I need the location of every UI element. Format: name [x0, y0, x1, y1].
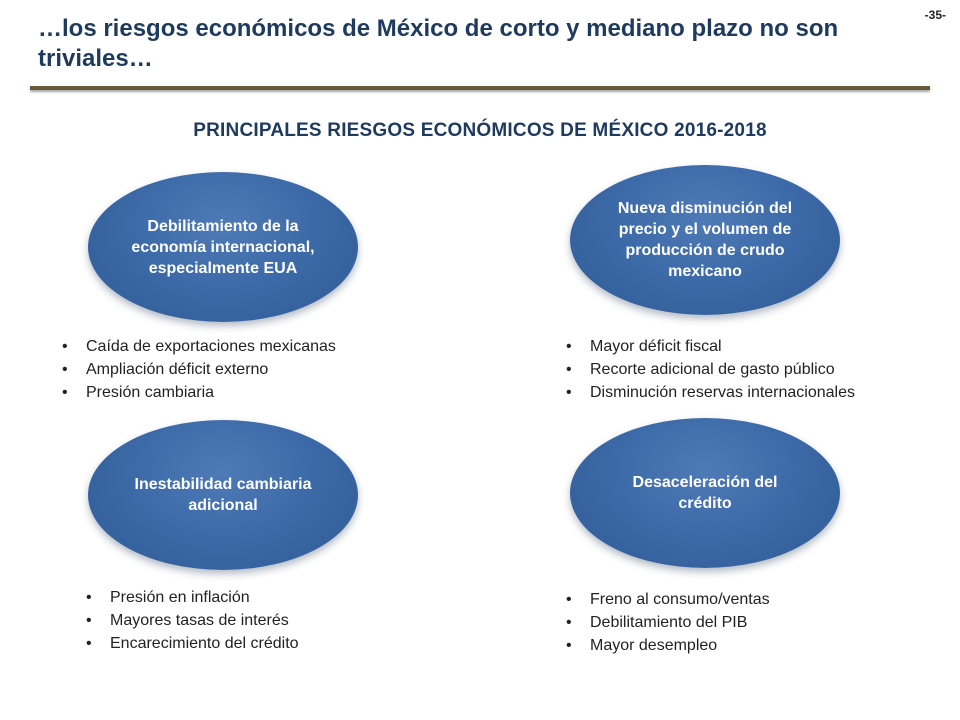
list-item: • Mayor desempleo [564, 634, 770, 657]
page-number: -35- [924, 8, 946, 22]
risk-label: Inestabilidad cambiaria adicional [134, 476, 312, 514]
list-item: • Caída de exportaciones mexicanas [60, 335, 336, 358]
list-item: • Freno al consumo/ventas [564, 588, 770, 611]
risk-oval-oil-production [570, 165, 840, 315]
list-item: • Mayor déficit fiscal [564, 335, 855, 358]
risk-label: Nueva disminución del precio y el volumen de producción de crudo mexicano [617, 200, 793, 280]
risk-oval-credit-slowdown [570, 418, 840, 568]
title-divider [30, 86, 930, 90]
list-item: • Presión en inflación [84, 586, 299, 609]
list-item: • Mayores tasas de interés [84, 609, 299, 632]
risk-consequences-list [564, 588, 770, 657]
list-item: • Debilitamiento del PIB [564, 611, 770, 634]
list-item: • Encarecimiento del crédito [84, 632, 299, 655]
risk-consequences-list [60, 335, 336, 404]
list-item: • Recorte adicional de gasto público [564, 358, 855, 381]
slide-subtitle: PRINCIPALES RIESGOS ECONÓMICOS DE MÉXICO 2016-2018 [193, 120, 767, 141]
risk-consequences-list [84, 586, 299, 655]
slide-title: …los riesgos económicos de México de corto y mediano plazo no son triviales… [38, 15, 839, 72]
risk-label: Debilitamiento de la economía internacional, especialmente EUA [131, 217, 315, 277]
risk-consequences-list [564, 335, 855, 404]
risk-oval-international-economy [88, 172, 358, 322]
risk-oval-exchange-instability [88, 420, 358, 570]
list-item: • Disminución reservas internacionales [564, 381, 855, 404]
list-item: • Ampliación déficit externo [60, 358, 336, 381]
list-item: • Presión cambiaria [60, 381, 336, 404]
risk-label: Desaceleración del crédito [632, 474, 778, 512]
